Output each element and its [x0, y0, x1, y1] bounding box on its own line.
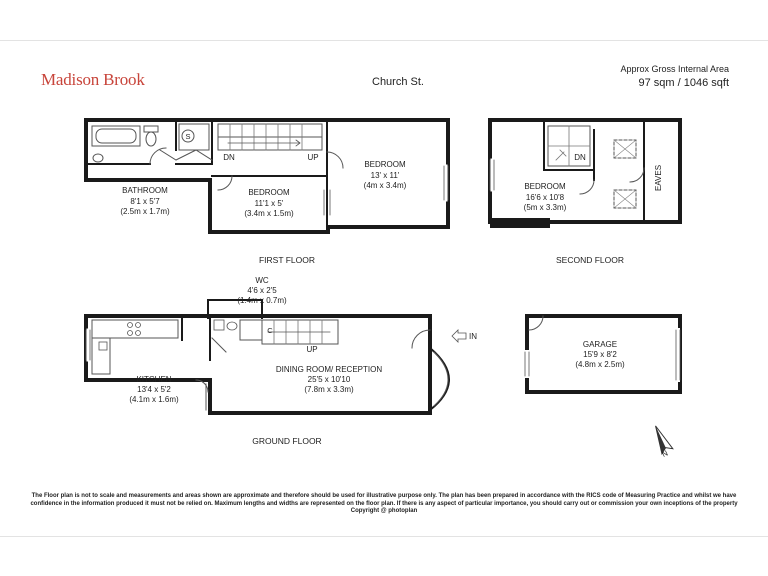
bottom-divider — [0, 536, 768, 537]
copyright-text: Copyright @ photoplan — [350, 508, 418, 514]
ff-bedroom-small-metric: (3.4m x 1.5m) — [244, 209, 294, 218]
disclaimer-text: The Floor plan is not to scale and measurements and areas shown are approximate and therefore should be used for illustrative purpose only. The plan has been prepared in accordance with the RICS code of Measuring Practice and whilst we have confidence in the information produced it must not be relied on. Maximum lengths and widths are represented on the floor plan. If there is any aspect of particular importance, you should carry out or commission your own inceptions of the property — [30, 493, 738, 507]
ff-bathroom-metric: (2.5m x 1.7m) — [120, 207, 170, 216]
garage-metric: (4.8m x 2.5m) — [575, 360, 625, 369]
compass-north-letter: N — [660, 448, 670, 459]
gf-cupboard-label: C — [267, 326, 273, 335]
ff-bedroom-small-name: BEDROOM — [248, 188, 290, 197]
gf-kitchen-metric: (4.1m x 1.6m) — [129, 395, 179, 404]
gf-stairs-up: UP — [306, 345, 318, 354]
ff-cupboard-label: S — [185, 132, 191, 141]
gf-dining-name: DINING ROOM/ RECEPTION — [275, 365, 383, 374]
ff-bedroom-large-name: BEDROOM — [364, 160, 406, 169]
sf-bedroom-metric: (5m x 3.3m) — [523, 203, 567, 212]
garage-dims: 15'9 x 8'2 — [583, 350, 617, 359]
ground-floor-title: GROUND FLOOR — [252, 436, 322, 446]
ff-bedroom-large-dims: 13' x 11' — [370, 171, 400, 180]
second-floor-plan — [490, 120, 680, 228]
gf-entrance-label: IN — [469, 332, 477, 341]
gross-area-value: 97 sqm / 1046 sqft — [638, 77, 729, 89]
gf-kitchen-dims: 13'4 x 5'2 — [137, 385, 171, 394]
street-name: Church St. — [372, 76, 424, 88]
gf-wc-name: WC — [255, 276, 269, 285]
ff-stairs-up: UP — [307, 153, 319, 162]
ff-bathroom-dims: 8'1 x 5'7 — [130, 197, 160, 206]
gf-wc-dims: 4'6 x 2'5 — [247, 286, 277, 295]
brand-logo: Madison Brook — [41, 70, 145, 89]
compass-icon — [650, 423, 673, 453]
garage-name: GARAGE — [582, 340, 618, 349]
gf-dining-dims: 25'5 x 10'10 — [307, 375, 351, 384]
second-floor-title: SECOND FLOOR — [555, 255, 625, 265]
sf-stairs-down: DN — [574, 153, 586, 162]
ff-stairs-down: DN — [223, 153, 235, 162]
gf-wc-metric: (1.4m x 0.7m) — [237, 296, 287, 305]
ff-bedroom-small-dims: 11'1 x 5' — [254, 199, 284, 208]
sf-bedroom-dims: 16'6 x 10'8 — [525, 193, 565, 202]
sf-bedroom-name: BEDROOM — [524, 182, 566, 191]
gf-dining-metric: (7.8m x 3.3m) — [304, 385, 354, 394]
ff-bathroom-name: BATHROOM — [122, 186, 168, 195]
ff-bedroom-large-metric: (4m x 3.4m) — [363, 181, 407, 190]
gf-kitchen-name: KITCHEN — [136, 375, 172, 384]
sf-eaves-label: EAVES — [654, 164, 663, 192]
gross-area-label: Approx Gross Internal Area — [620, 64, 729, 74]
first-floor-title: FIRST FLOOR — [258, 255, 316, 265]
